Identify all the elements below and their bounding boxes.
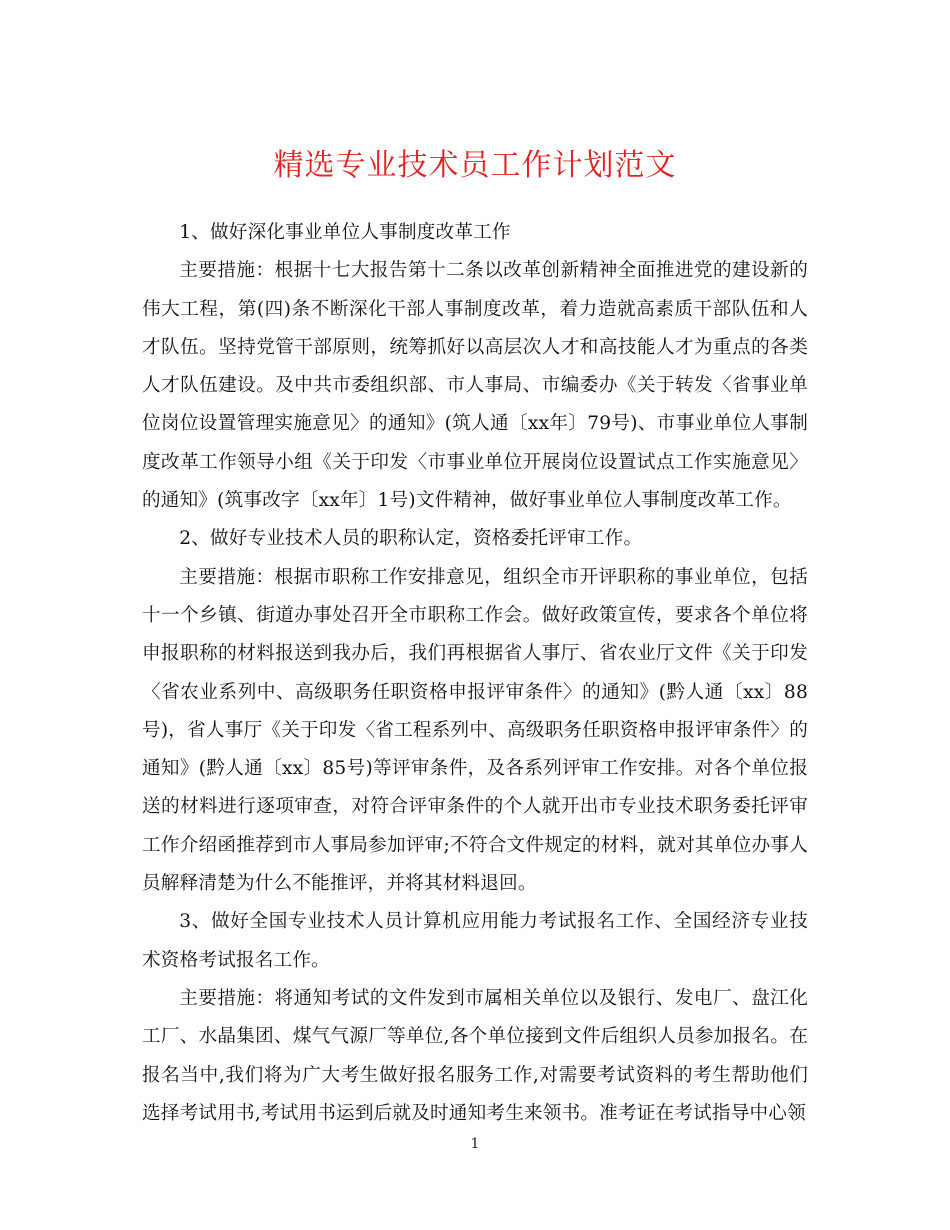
document-body [142, 214, 808, 1133]
page-number: 1 [470, 1136, 480, 1152]
paragraph-section-2-measures: 主要措施：根据市职称工作安排意见，组织全市开评职称的事业单位，包括十一个乡镇、街道办事处召开全市职称工作会。做好政策宣传，要求各个单位将申报职称的材料报送到我办后，我们再根据省人事厅、省农业厅文件《关于印发〈省农业系列中、高级职务任职资格申报评审条件〉的通知》(黔人通〔xx〕88号)，省人事厅《关于印发〈省工程系列中、高级职务任职资格申报评审条件〉的通知》(黔人通〔xx〕85号)等评审条件，及各系列评审工作安排。对各个单位报送的材料进行逐项审查，对符合评审条件的个人就开出市专业技术职务委托评审工作介绍函推荐到市人事局参加评审;不符合文件规定的材料，就对其单位办事人员解释清楚为什么不能推评，并将其材料退回。 [142, 566, 808, 895]
paragraph-section-1-heading: 1、做好深化事业单位人事制度改革工作 [179, 222, 511, 243]
paragraph-section-3-heading: 3、做好全国专业技术人员计算机应用能力考试报名工作、全国经济专业技术资格考试报名工作。 [142, 911, 808, 971]
document-title: 精选专业技术员工作计划范文 [273, 148, 677, 183]
paragraph-section-1-measures: 主要措施：根据十七大报告第十二条以改革创新精神全面推进党的建设新的伟大工程，第(四)条不断深化干部人事制度改革，着力造就高素质干部队伍和人才队伍。坚持党管干部原则，统筹抓好以高层次人才和高技能人才为重点的各类人才队伍建设。及中共市委组织部、市人事局、市编委办《关于转发〈省事业单位岗位设置管理实施意见〉的通知》(筑人通〔xx年〕79号)、市事业单位人事制度改革工作领导小组《关于印发〈市事业单位开展岗位设置试点工作实施意见〉的通知》(筑事改字〔xx年〕1号)文件精神，做好事业单位人事制度改革工作。 [142, 260, 808, 512]
paragraph-section-3-measures: 主要措施：将通知考试的文件发到市属相关单位以及银行、发电厂、盘江化工厂、水晶集团、煤气气源厂等单位,各个单位接到文件后组织人员参加报名。在报名当中,我们将为广大考生做好报名服务工作,对需要考试资料的考生帮助他们选择考试用书,考试用书运到后就及时通知考生来领书。准考证在考试指导中心领 [142, 987, 808, 1124]
paragraph-section-2-heading: 2、做好专业技术人员的职称认定，资格委托评审工作。 [179, 528, 643, 550]
